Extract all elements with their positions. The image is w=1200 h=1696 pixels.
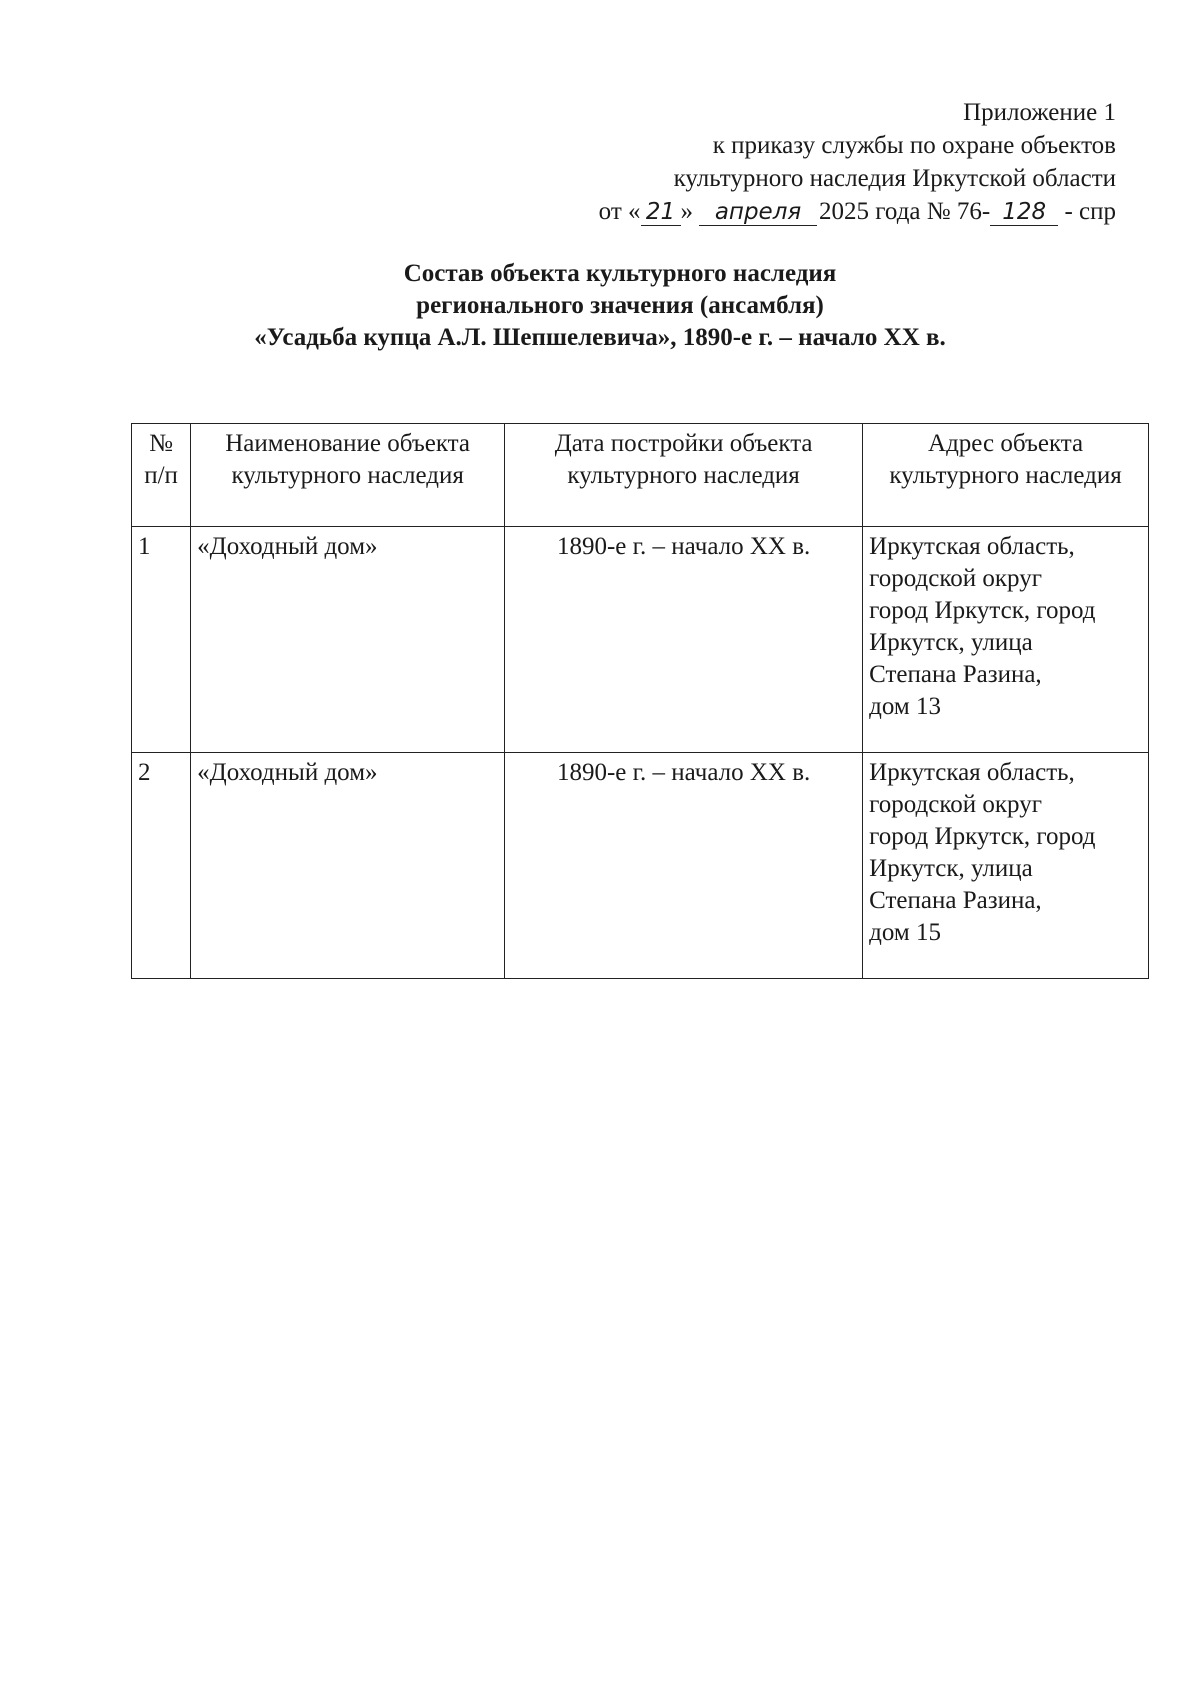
title-line-3: «Усадьба купца А.Л. Шепшелевича», 1890-е г. – начало XX в. [254, 324, 946, 351]
header-date: Дата постройки объекта культурного наследия [505, 424, 863, 527]
cell-address [863, 753, 1149, 979]
header-address: Адрес объекта культурного наследия [863, 424, 1149, 527]
address-line: Степана Разина, [869, 661, 1042, 688]
address-line: Иркутская область, [869, 533, 1075, 560]
annex-header [599, 96, 1116, 228]
cell-num: 2 [132, 753, 191, 979]
header-num: № п/п [132, 424, 191, 527]
annex-date-line [599, 195, 1116, 228]
title-line-2: регионального значения (ансамбля) [416, 292, 824, 319]
handwritten-day: 21 [641, 199, 681, 226]
cell-name: «Доходный дом» [191, 527, 505, 753]
composition-table [131, 423, 1149, 979]
document-title [0, 258, 1200, 354]
date-close: » [680, 198, 694, 225]
cell-name: «Доходный дом» [191, 753, 505, 979]
address-line: Иркутская область, [869, 759, 1075, 786]
address-line: Иркутск, улица [869, 855, 1033, 882]
order-suffix: - спр [1058, 198, 1116, 225]
address-line: Степана Разина, [869, 887, 1042, 914]
year-text: 2025 года № 76- [819, 198, 991, 225]
annex-title: Приложение 1 [963, 99, 1116, 126]
cell-address [863, 527, 1149, 753]
annex-order-ref: к приказу службы по охране объектов [712, 132, 1116, 159]
address-line: город Иркутск, город [869, 823, 1096, 850]
date-prefix: от « [598, 198, 641, 225]
address-line: Иркутск, улица [869, 629, 1033, 656]
table-row [132, 527, 1149, 753]
table-header-row [132, 424, 1149, 527]
handwritten-month: апреля [699, 199, 817, 226]
cell-date: 1890-е г. – начало XX в. [505, 527, 863, 753]
header-name: Наименование объекта культурного наследия [191, 424, 505, 527]
address-line: городской округ [869, 791, 1042, 818]
annex-authority: культурного наследия Иркутской области [673, 165, 1116, 192]
address-line: дом 15 [869, 919, 941, 946]
address-line: дом 13 [869, 693, 941, 720]
title-line-1: Состав объекта культурного наследия [403, 260, 837, 287]
cell-date: 1890-е г. – начало XX в. [505, 753, 863, 979]
table-row [132, 753, 1149, 979]
address-line: город Иркутск, город [869, 597, 1096, 624]
handwritten-order-number: 128 [990, 199, 1058, 226]
address-line: городской округ [869, 565, 1042, 592]
cell-num: 1 [132, 527, 191, 753]
